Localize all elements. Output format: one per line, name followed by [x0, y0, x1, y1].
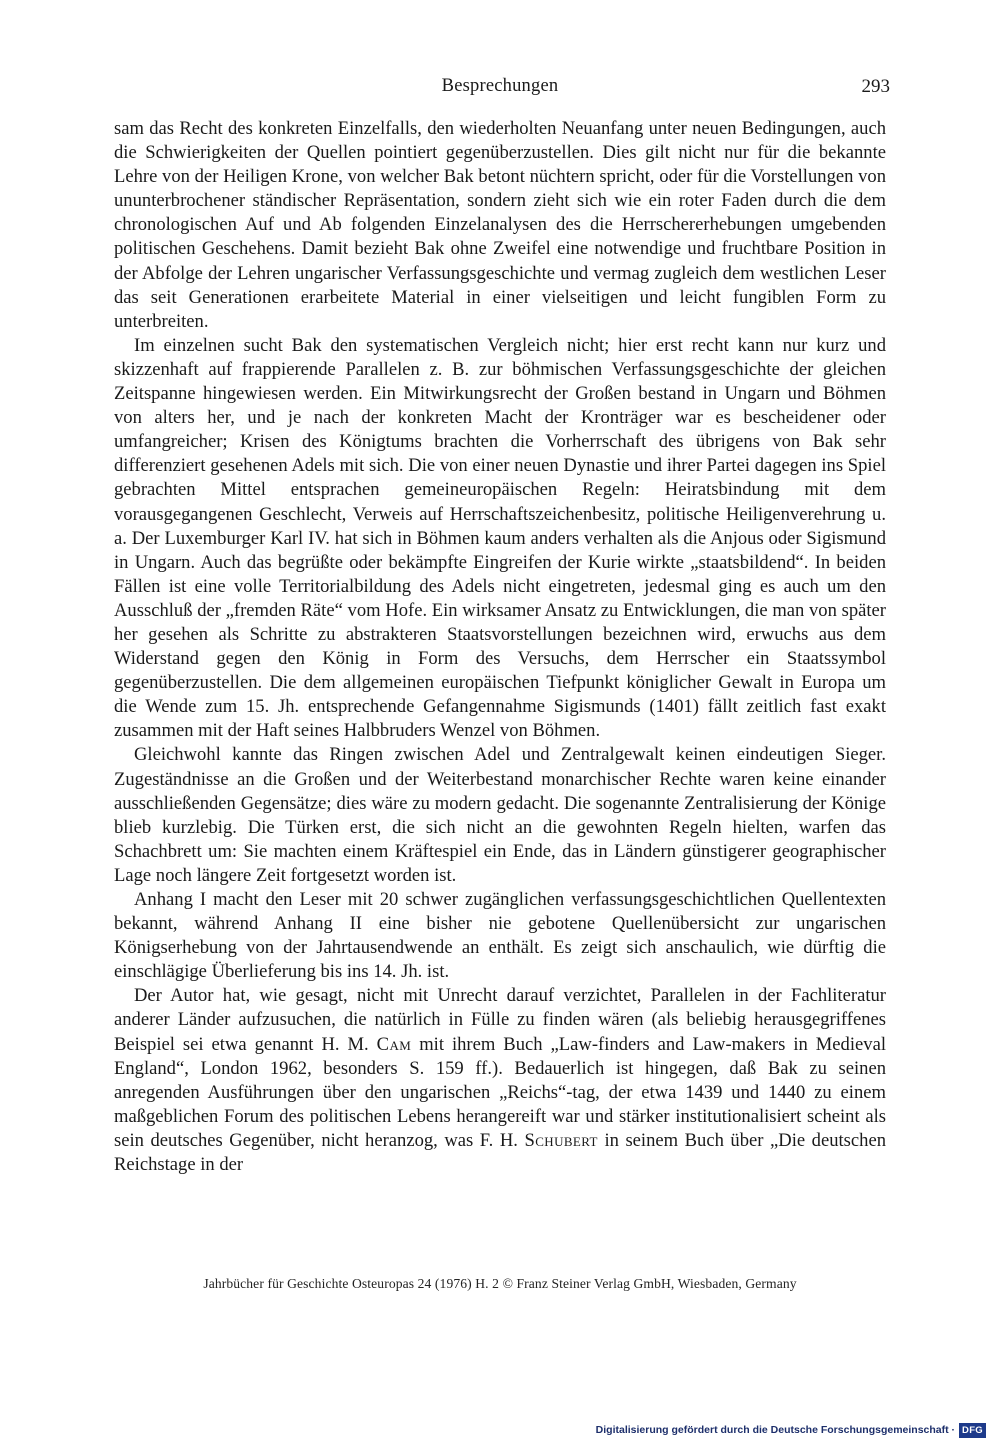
digitization-banner — [596, 1422, 986, 1438]
dfg-logo: DFG — [959, 1423, 986, 1438]
paragraph-5-part-b: mit ihrem Buch „Law-finders and Law-makers in Medieval England“, London 1962, besonders S. 159 ff.). Bedauerlich ist hingegen, daß Bak zu seinen anregenden Ausführungen über den ungarischen „Reichs“-tag, der etwa 1439 und 1440 zu einem maßgeblichen Forum des politischen Lebens herangereift war und stärker institutionalisiert scheint als sein deutsches Gegenüber, nicht heranzog, was F. H. — [114, 1033, 886, 1151]
paragraph-5-part-a: Der Autor hat, wie gesagt, nicht mit Unrecht darauf verzichtet, Parallelen in der Fachliteratur anderer Länder aufzusuchen, die natürlich in Fülle zu finden wären (als beliebig herausgegriffenes Beispiel sei etwa genannt H. M. — [114, 985, 886, 1055]
author-name-cam: Cam — [376, 1033, 412, 1055]
author-name-schubert: Schubert — [524, 1129, 598, 1151]
paragraph-1: sam das Recht des konkreten Einzelfalls, den wiederholten Neuanfang unter neuen Bedingungen, auch die Schwierigkeiten der Quellen pointiert gegenüberzustellen. Dies gilt nicht nur für die bekannte Lehre von der Heiligen Krone, von welcher Bak betont nüchtern spricht, oder für die Vorstellungen von ununterbrochener ständischer Repräsentation, sondern zieht sich wie ein roter Faden durch die dem chronologischen Auf und Ab folgenden Einzelanalysen des die Herrschererhebungen umgebenden politischen Geschehens. Damit bezieht Bak ohne Zweifel eine notwendige und fruchtbare Position in der Abfolge der Lehren ungarischer Verfassungsgeschichte und vermag zugleich dem westlichen Leser das seit Generationen erarbeitete Material in einer vielseitigen und leicht fungiblen Form zu unterbreiten. — [114, 118, 886, 332]
paragraph-5 — [114, 984, 886, 1177]
running-head — [0, 76, 1000, 102]
running-title: Besprechungen — [441, 76, 559, 96]
paragraph-3: Gleichwohl kannte das Ringen zwischen Adel und Zentralgewalt keinen eindeutigen Sieger. Zugeständnisse an die Großen und der Weiterbestand monarchischer Rechte waren keine einander ausschließenden Gegensätze; dies wäre zu modern gedacht. Die sogenannte Zentralisierung der Könige blieb kurzlebig. Die Türken erst, die sich nicht an die gewohnten Regeln hielten, warfen das Schachbrett um: Sie machten einem Kräftespiel ein Ende, das in Ländern günstigerer geographischer Lage noch längere Zeit fortgesetzt worden ist. — [114, 744, 886, 886]
page-number: 293 — [861, 76, 890, 97]
digitization-banner-text: Digitalisierung gefördert durch die Deutsche Forschungsgemeinschaft · — [595, 1424, 956, 1436]
body-text — [114, 117, 886, 1177]
journal-citation: Jahrbücher für Geschichte Osteuropas 24 (1976) H. 2 © Franz Steiner Verlag GmbH, Wiesbaden, Germany — [203, 1276, 797, 1291]
paragraph-4: Anhang I macht den Leser mit 20 schwer zugänglichen verfassungsgeschichtlichen Quellentexten bekannt, während Anhang II eine bisher nie gebotene Quellenübersicht zur ungarischen Königserhebung von der Jahrtausendwende an enthält. Es zeigt sich anschaulich, wie dürftig die einschlägige Überlieferung bis ins 14. Jh. ist. — [114, 889, 886, 983]
paragraph-2: Im einzelnen sucht Bak den systematischen Vergleich nicht; hier erst recht kann nur kurz und skizzenhaft auf frappierende Parallelen z. B. zur böhmischen Verfassungsgeschichte der gleichen Zeitspanne hingewiesen werden. Ein Mitwirkungsrecht der Großen bestand in Ungarn und Böhmen von alters her, und je nach der konkreten Macht der Kronträger war es bescheidener oder umfangreicher; Krisen des Königtums brachten die Vorherrschaft des übrigens von Bak sehr differenziert gesehenen Adels mit sich. Die von einer neuen Dynastie und ihrer Partei dagegen ins Spiel gebrachten Mittel entsprachen gemeineuropäischen Regeln: Heiratsbindung mit dem vorausgegangenen Geschlecht, Verweis auf Herrschaftszeichenbesitz, politische Heiligenverehrung u. a. Der Luxemburger Karl IV. hat sich in Böhmen kaum anders verhalten als die Anjous oder Sigismund in Ungarn. Auch das begrüßte oder bekämpfte Eingreifen der Kurie wirkte „staatsbildend“. In beiden Fällen ist eine volle Territorialbildung des Adels nicht eingetreten, jedesmal ging es auch um den Ausschluß der „fremden Räte“ vom Hofe. Ein wirksamer Ansatz zu Entwicklungen, die man von später her gesehen als Schritte zu abstrakteren Staatsvorstellungen bezeichnen wird, erwuchs aus dem Widerstand gegen den König in Form des Versuchs, dem Herrscher ein Staatssymbol gegenüberzustellen. Die dem allgemeinen europäischen Tiefpunkt königlicher Gewalt in Europa um die Wende zum 15. Jh. entsprechende Gefangennahme Sigismunds (1401) fällt zeitlich fast exakt zusammen mit der Haft seines Halbbruders Wenzel von Böhmen. — [114, 334, 886, 742]
paragraph-5-part-c: in seinem Buch über „Die deutschen Reichstage in der — [114, 1129, 886, 1176]
